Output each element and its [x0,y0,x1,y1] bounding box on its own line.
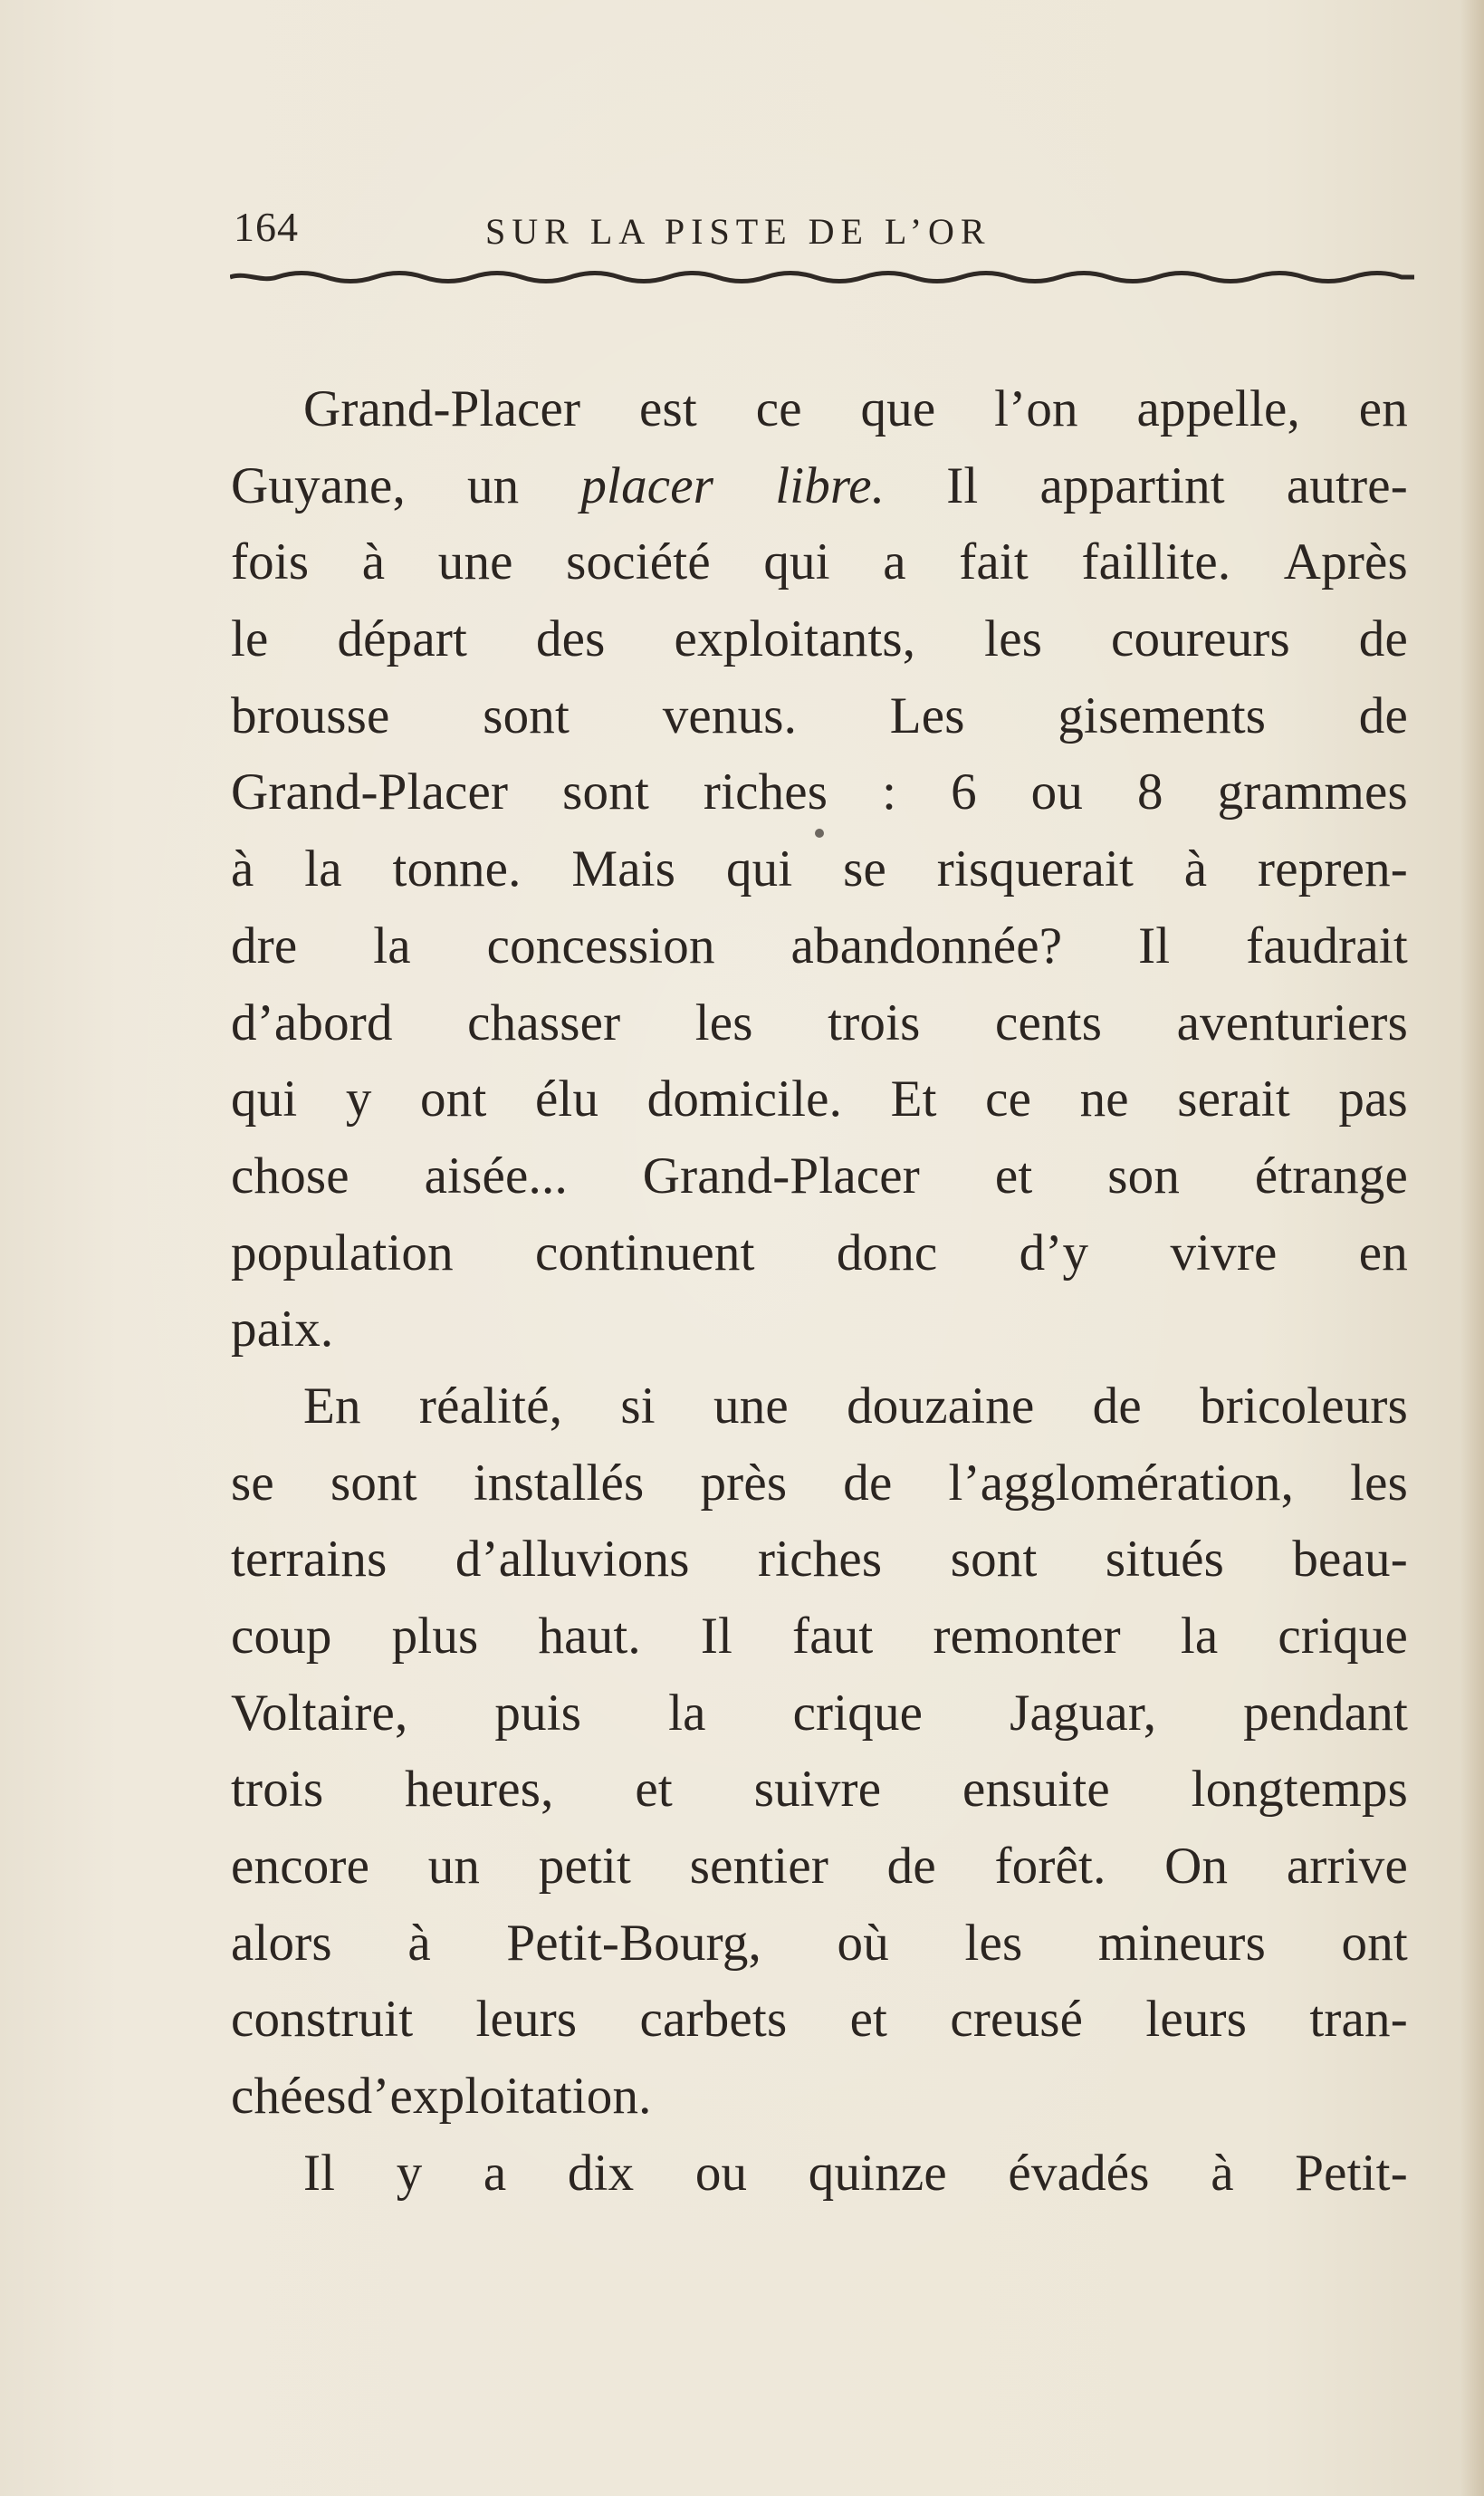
word: l’on [994,380,1078,437]
word: faillite. [1081,533,1231,591]
text-line [231,985,1408,1062]
word: repren- [1258,840,1408,898]
word: beau- [1292,1531,1408,1589]
word: étrange [1254,1147,1408,1205]
word: population [231,1224,454,1282]
word: cents [994,994,1103,1051]
word: un [466,456,520,514]
word: pendant [1243,1684,1408,1742]
word: Mais [571,840,676,898]
word: un [427,1838,481,1896]
word: près [700,1454,788,1512]
word: venus. [662,686,798,744]
word: serait [1177,1070,1290,1128]
word: d’abord [231,994,393,1051]
word: crique [792,1684,924,1742]
word: Il [946,456,979,514]
word: Jaguar, [1010,1684,1157,1742]
word: forêt. [994,1838,1106,1896]
word: alors [231,1914,332,1972]
word: Il [1138,917,1171,974]
word: qui [231,1070,298,1128]
word: Il [303,2144,336,2202]
word: à [1183,840,1208,898]
word: que [860,380,936,437]
text-line [231,1291,1408,1368]
word: gisements [1058,686,1267,744]
word: heures, [405,1761,554,1819]
word: chasser [467,994,621,1051]
word: Après [1283,533,1408,591]
word: y [345,1070,372,1128]
word: et [635,1761,673,1819]
word: domicile. [646,1070,843,1128]
word: à [231,840,254,898]
word: où [837,1914,889,1972]
word: haut. [538,1608,641,1665]
word: carbets [639,1991,788,2049]
word: risquerait [936,840,1135,898]
word: dix [567,2144,635,2202]
word: a [483,2144,507,2202]
word: continuent [535,1224,755,1282]
word: pas [1338,1070,1408,1128]
word: faudrait [1246,917,1408,974]
word: ensuite [962,1761,1110,1819]
word: 6 [951,763,977,821]
word: fois [231,533,310,591]
word: autre- [1286,456,1408,514]
word: Il [700,1608,733,1665]
word: brousse [231,686,390,744]
text-line [231,448,1408,525]
text-line [231,754,1408,831]
word: bricoleurs [1200,1377,1408,1435]
word: Guyane, [231,456,406,514]
word: riches [758,1531,883,1589]
word: Voltaire, [231,1684,408,1742]
ink-speck [815,829,824,838]
word: de [1358,686,1408,744]
word: chose [231,1147,349,1205]
word: à [407,1914,431,1972]
word: sont [483,686,570,744]
word: concession [486,917,715,974]
word: suivre [753,1761,882,1819]
word: dre [231,917,298,974]
word: aisée... [424,1147,568,1205]
word: le [231,610,269,668]
word: installés [473,1454,645,1512]
text-line [231,1675,1408,1752]
word: les [984,610,1043,668]
word: exploitants, [674,610,916,668]
page-number: 164 [234,204,299,250]
word: de [1358,610,1408,668]
word: Les [889,686,965,744]
word: tonne. [392,840,522,898]
word: encore [231,1838,370,1896]
word: ont [420,1070,487,1128]
word: plus [391,1608,479,1665]
word: d’exploitation. [346,2068,652,2126]
word: leurs [1145,1991,1248,2049]
text-line [231,1522,1408,1598]
word: riches [703,763,828,821]
word: appelle, [1136,380,1300,437]
word: ou [1030,763,1084,821]
running-title: SUR LA PISTE DE L’OR [485,211,991,252]
text-line [231,1752,1408,1829]
word: sont [950,1531,1038,1589]
word: appartint [1039,456,1225,514]
word: On [1164,1838,1229,1896]
word: vivre [1170,1224,1278,1282]
word: ou [694,2144,748,2202]
word: société [566,533,711,591]
word: sont [562,763,649,821]
word: coup [231,1608,332,1665]
word: grammes [1217,763,1408,821]
text-line [231,1906,1408,1982]
word: Grand-Placer [303,380,581,437]
word: des [535,610,606,668]
word: En [303,1377,361,1435]
word: de [1092,1377,1142,1435]
word: si [620,1377,656,1435]
text-line [231,1829,1408,1906]
word: la [1180,1608,1219,1665]
word: qui [725,840,793,898]
word: construit [231,1991,414,2049]
body-text [231,371,1408,2213]
word: mineurs [1097,1914,1266,1972]
word: arrive [1286,1838,1408,1896]
word: crique [1278,1608,1408,1665]
text-line [231,831,1408,908]
word: leurs [475,1991,578,2049]
word: ont [1341,1914,1408,1972]
word: d’alluvions [455,1531,690,1589]
word: la [668,1684,706,1742]
word: une [437,533,513,591]
word: Petit- [1295,2144,1408,2202]
word: abandonnée? [790,917,1063,974]
word: de [843,1454,893,1512]
word: faut [792,1608,874,1665]
word: à [361,533,386,591]
word: longtemps [1191,1761,1408,1819]
word: une [713,1377,789,1435]
word: 8 [1136,763,1163,821]
word: se [843,840,887,898]
word: y [396,2144,423,2202]
word: sont [330,1454,417,1512]
word: trois [828,994,921,1051]
text-line [231,2059,1408,2136]
text-line [231,1061,1408,1138]
word: et [994,1147,1033,1205]
word: aventuriers [1176,994,1408,1051]
word: l’agglomération, [948,1454,1295,1512]
page-header [234,203,1411,266]
word: ce [985,1070,1032,1128]
text-line [231,601,1408,678]
word: est [639,380,697,437]
word: puis [494,1684,582,1742]
text-line [231,1598,1408,1675]
text-line [231,1368,1408,1445]
word: donc [836,1224,938,1282]
word: paix. [231,1301,334,1358]
word: d’y [1019,1224,1089,1282]
word: quinze [808,2144,947,2202]
word: Grand-Placer [231,763,509,821]
word: terrains [231,1531,388,1589]
header-ornamental-rule [230,270,1414,284]
word: à [1211,2144,1234,2202]
text-line [231,1445,1408,1522]
word: évadés [1008,2144,1150,2202]
word: la [304,840,342,898]
text-line [231,908,1408,985]
word: les [1350,1454,1408,1512]
word: tran- [1309,1991,1408,2049]
word: élu [534,1070,599,1128]
text-line [231,2136,1408,2213]
word: petit [538,1838,632,1896]
word: remonter [933,1608,1121,1665]
word: ne [1079,1070,1129,1128]
word: ce [755,380,802,437]
word: en [1358,380,1408,437]
word: Petit-Bourg, [506,1914,761,1972]
word: Grand-Placer [642,1147,920,1205]
word: libre. [775,456,886,514]
word: de [886,1838,936,1896]
text-line [231,371,1408,448]
text-line [231,1138,1408,1215]
page-edge-shadow [1460,0,1484,2496]
word: son [1107,1147,1181,1205]
word: départ [337,610,468,668]
word: : [882,763,897,821]
word: a [883,533,906,591]
word: qui [763,533,830,591]
text-line [231,678,1408,755]
word: Et [890,1070,937,1128]
word: les [694,994,753,1051]
word: les [964,1914,1023,1972]
word: se [231,1454,274,1512]
word: douzaine [847,1377,1035,1435]
word: coureurs [1111,610,1290,668]
text-line [231,1982,1408,2059]
word: fait [959,533,1029,591]
word: en [1358,1224,1408,1282]
word: chées [231,2068,347,2126]
word: sentier [689,1838,829,1896]
word: la [373,917,411,974]
word: et [849,1991,888,2049]
word: placer [580,456,714,514]
text-line [231,1215,1408,1292]
word: situés [1105,1531,1224,1589]
word: creusé [950,1991,1084,2049]
word: trois [231,1761,324,1819]
word: réalité, [418,1377,563,1435]
text-line [231,524,1408,601]
